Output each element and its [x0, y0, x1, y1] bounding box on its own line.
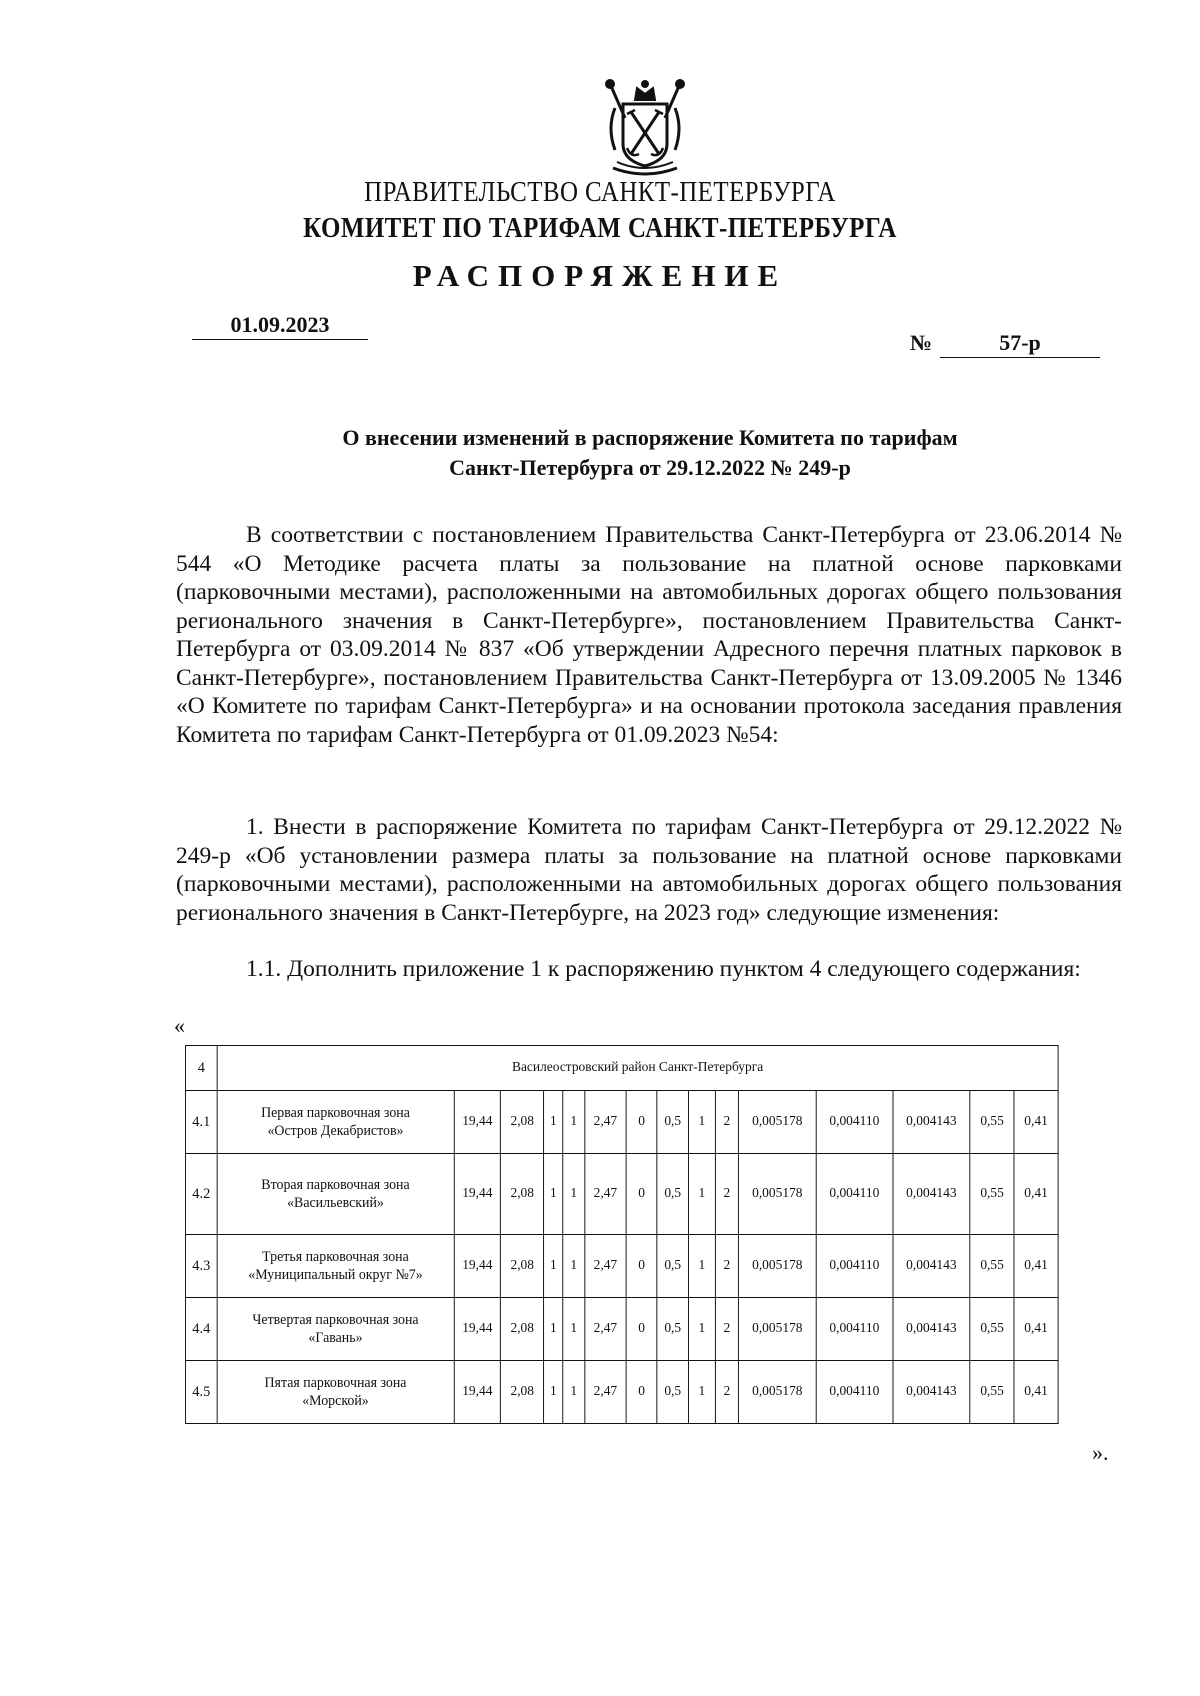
preamble-text: В соответствии с постановлением Правительства Санкт-Петербурга от 23.06.2014 № 544 «О Методике расчета платы за пользование на платной основе парковками (парковочными местами), расположенными на автомобильных дорогах общего пользования регионального значения в Санкт-Петербурге», постановлением Правительства Санкт-Петербурга от 03.09.2014 № 837 «Об утверждении Адресного перечня платных парковок в Санкт-Петербурге», постановлением Правительства Санкт-Петербурга от 13.09.2005 № 1346 «О Комитете по тарифам Санкт-Петербурга» и на основании протокола заседания правления Комитета по тарифам Санкт-Петербурга от 01.09.2023 №54: [176, 522, 1122, 748]
zone-title: «Остров Декабристов» [267, 1123, 404, 1139]
tariff-value-cell: 0,55 [970, 1298, 1014, 1361]
tariff-value-cell: 0 [626, 1091, 657, 1154]
tariff-value-cell: 0,005178 [739, 1298, 817, 1361]
zone-type: Четвертая парковочная зона [252, 1312, 419, 1328]
tariff-value-cell: 1 [689, 1298, 716, 1361]
subject-line-1: О внесении изменений в распоряжение Комитета по тарифам [342, 425, 958, 450]
tariff-value-cell: 2,08 [501, 1298, 544, 1361]
tariff-value-cell: 0,5 [657, 1298, 689, 1361]
item-1-text: 1. Внести в распоряжение Комитета по тарифам Санкт-Петербурга от 29.12.2022 № 249-р «Об установлении размера платы за пользование на платной основе парковками (парковочными местами), расположенными на автомобильных дорогах общего пользования регионального значения в Санкт-Петербурге, на 2023 год» следующие изменения: [176, 814, 1122, 926]
tariff-value-cell: 2,08 [501, 1235, 544, 1298]
tariff-value-cell: 1 [544, 1235, 563, 1298]
tariff-value-cell: 19,44 [454, 1361, 501, 1424]
tariff-value-cell: 0 [626, 1154, 657, 1235]
tariff-value-cell: 0,41 [1014, 1298, 1058, 1361]
tariff-value-cell: 1 [563, 1154, 584, 1235]
zone-title: «Васильевский» [287, 1195, 384, 1211]
tariff-value-cell: 2,08 [501, 1361, 544, 1424]
tariff-value-cell: 1 [544, 1154, 563, 1235]
tariff-value-cell: 0 [626, 1361, 657, 1424]
preamble-paragraph [176, 521, 1122, 749]
tariff-value-cell: 0 [626, 1298, 657, 1361]
tariff-value-cell: 0,004143 [893, 1154, 971, 1235]
tariff-value-cell: 1 [563, 1298, 584, 1361]
zone-title: «Морской» [302, 1393, 369, 1409]
row-number: 4.5 [185, 1361, 217, 1424]
zone-type: Первая парковочная зона [261, 1105, 410, 1121]
tariff-value-cell: 0,004110 [816, 1298, 893, 1361]
document-type: РАСПОРЯЖЕНИЕ [412, 258, 788, 293]
tariff-value-cell: 0,41 [1014, 1235, 1058, 1298]
zone-name-cell [217, 1154, 454, 1235]
item-1-paragraph [176, 813, 1122, 927]
tariff-value-cell: 0,41 [1014, 1154, 1058, 1235]
tariff-value-cell: 1 [544, 1361, 563, 1424]
document-number-label: № [910, 330, 933, 355]
document-subject [180, 423, 1120, 483]
committee-name: КОМИТЕТ ПО ТАРИФАМ САНКТ-ПЕТЕРБУРГА [303, 212, 897, 244]
zone-type: Вторая парковочная зона [261, 1177, 410, 1193]
tariff-value-cell: 0,004143 [893, 1361, 971, 1424]
tariff-value-cell: 1 [689, 1091, 716, 1154]
tariff-value-cell: 2,08 [501, 1091, 544, 1154]
tariff-value-cell: 2,47 [584, 1091, 626, 1154]
item-1-1-paragraph [176, 955, 1122, 984]
tariff-value-cell: 2 [715, 1298, 738, 1361]
closing-quote: ». [1092, 1440, 1109, 1465]
opening-quote: « [174, 1013, 185, 1038]
tariff-value-cell: 19,44 [454, 1298, 501, 1361]
zone-name-cell [217, 1091, 454, 1154]
table-row [185, 1235, 1058, 1298]
row-number: 4.4 [185, 1298, 217, 1361]
zone-type: Пятая парковочная зона [264, 1375, 407, 1391]
row-number: 4.3 [185, 1235, 217, 1298]
zone-name-cell [217, 1298, 454, 1361]
zone-title: «Гавань» [308, 1330, 363, 1346]
table-row [185, 1091, 1058, 1154]
tariff-value-cell: 2,47 [584, 1298, 626, 1361]
tariff-value-cell: 1 [689, 1154, 716, 1235]
tariff-value-cell: 1 [689, 1361, 716, 1424]
tariff-value-cell: 1 [563, 1091, 584, 1154]
row-number: 4.1 [185, 1091, 217, 1154]
tariff-value-cell: 19,44 [454, 1154, 501, 1235]
tariff-value-cell: 0,004110 [816, 1361, 893, 1424]
district-number: 4 [185, 1046, 217, 1091]
tariff-value-cell: 0,5 [657, 1361, 689, 1424]
subject-line-2: Санкт-Петербурга от 29.12.2022 № 249-р [449, 455, 851, 480]
zone-type: Третья парковочная зона [262, 1249, 409, 1265]
tariff-value-cell: 2 [715, 1091, 738, 1154]
tariff-value-cell: 0,55 [970, 1235, 1014, 1298]
tariff-value-cell: 0,004143 [893, 1091, 971, 1154]
tariff-value-cell: 1 [544, 1091, 563, 1154]
table-row [185, 1361, 1058, 1424]
row-number: 4.2 [185, 1154, 217, 1235]
government-name: ПРАВИТЕЛЬСТВО САНКТ-ПЕТЕРБУРГА [364, 176, 836, 208]
tariff-value-cell: 2,47 [584, 1154, 626, 1235]
tariff-value-cell: 2,47 [584, 1235, 626, 1298]
tariff-value-cell: 0,005178 [739, 1235, 817, 1298]
tariff-value-cell: 2 [715, 1235, 738, 1298]
tariff-value-cell: 0,41 [1014, 1091, 1058, 1154]
item-1-1-text: 1.1. Дополнить приложение 1 к распоряжению пунктом 4 следующего содержания: [246, 956, 1081, 982]
tariff-value-cell: 0,41 [1014, 1361, 1058, 1424]
tariff-value-cell: 0,55 [970, 1154, 1014, 1235]
tariff-table [185, 1045, 1059, 1424]
zone-name-cell [217, 1235, 454, 1298]
tariff-value-cell: 0,005178 [739, 1154, 817, 1235]
tariff-value-cell: 1 [563, 1361, 584, 1424]
document-date: 01.09.2023 [192, 312, 368, 340]
tariff-value-cell: 0,005178 [739, 1091, 817, 1154]
coat-of-arms-emblem [601, 78, 689, 180]
tariff-value-cell: 2 [715, 1154, 738, 1235]
tariff-value-cell: 0,004110 [816, 1235, 893, 1298]
tariff-value-cell: 1 [544, 1298, 563, 1361]
document-number: 57-р [940, 330, 1100, 358]
tariff-value-cell: 0,5 [657, 1235, 689, 1298]
tariff-value-cell: 19,44 [454, 1235, 501, 1298]
tariff-value-cell: 0,004110 [816, 1091, 893, 1154]
tariff-value-cell: 0,55 [970, 1091, 1014, 1154]
tariff-value-cell: 0,004143 [893, 1235, 971, 1298]
tariff-value-cell: 0 [626, 1235, 657, 1298]
tariff-value-cell: 0,004110 [816, 1154, 893, 1235]
tariff-value-cell: 1 [689, 1235, 716, 1298]
tariff-value-cell: 1 [563, 1235, 584, 1298]
tariff-value-cell: 2,47 [584, 1361, 626, 1424]
zone-name-cell [217, 1361, 454, 1424]
tariff-value-cell: 0,55 [970, 1361, 1014, 1424]
tariff-value-cell: 0,5 [657, 1091, 689, 1154]
tariff-value-cell: 0,5 [657, 1154, 689, 1235]
table-row [185, 1154, 1058, 1235]
table-row [185, 1298, 1058, 1361]
tariff-value-cell: 0,004143 [893, 1298, 971, 1361]
district-header-row [185, 1046, 1058, 1091]
tariff-value-cell: 2,08 [501, 1154, 544, 1235]
zone-title: «Муниципальный округ №7» [248, 1267, 423, 1283]
district-name: Василеостровский район Санкт-Петербурга [217, 1046, 1058, 1091]
tariff-value-cell: 19,44 [454, 1091, 501, 1154]
tariff-value-cell: 0,005178 [739, 1361, 817, 1424]
tariff-value-cell: 2 [715, 1361, 738, 1424]
